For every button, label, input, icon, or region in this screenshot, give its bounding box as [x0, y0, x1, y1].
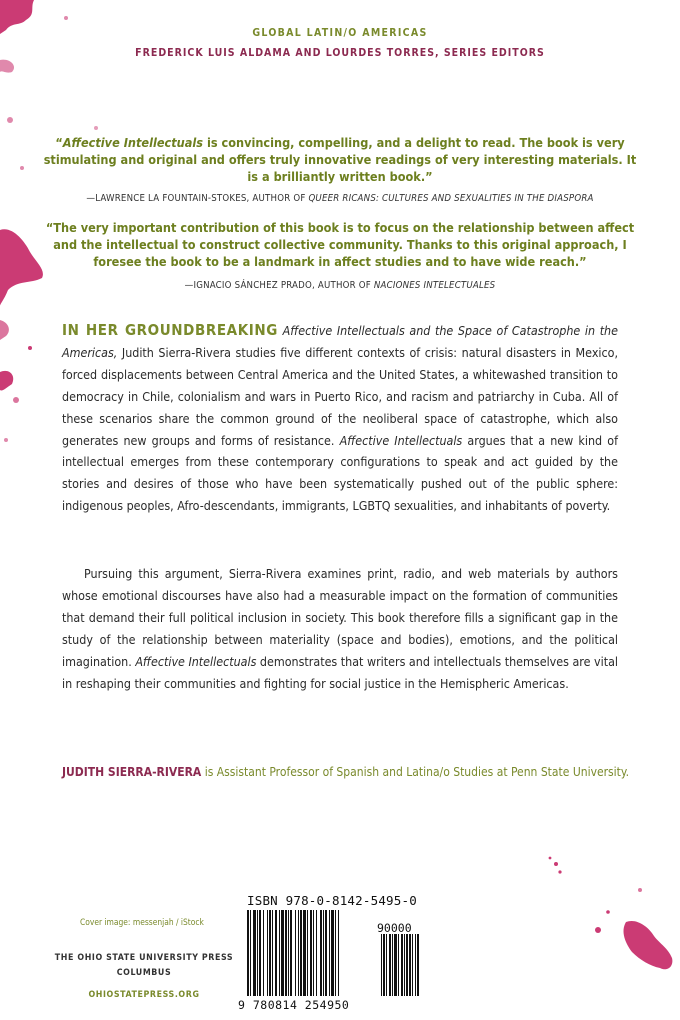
barcode-addon-bar	[392, 934, 393, 996]
barcode-bar	[335, 910, 336, 996]
praise-attribution-2	[30, 280, 650, 291]
attribution-2-work: NACIONES INTELECTUALES	[373, 280, 496, 291]
barcode-bar	[263, 910, 264, 996]
barcode-bar	[320, 910, 322, 996]
barcode-bar	[303, 910, 306, 996]
praise-attribution-1	[30, 193, 650, 204]
barcode-bar	[329, 910, 330, 996]
barcode-bar	[338, 910, 339, 996]
barcode-addon-bar	[401, 934, 403, 996]
attribution-1-prefix: —LAWRENCE LA FOUNTAIN-STOKES, AUTHOR OF	[86, 193, 309, 204]
isbn-barcode	[237, 893, 421, 1017]
attribution-1-work: QUEER RICANS: CULTURES AND SEXUALITIES IN THE DIASPORA	[308, 193, 594, 204]
barcode-addon-bar	[389, 934, 391, 996]
p2-text-b: demonstrates that writers and intellectuals themselves are vital in reshaping their communities and fighting for social justice in the Hemispheric Americas.	[62, 653, 619, 691]
barcode-bar	[310, 910, 312, 996]
barcode-bar	[281, 910, 284, 996]
barcode-bar	[275, 910, 277, 996]
barcode-bar	[288, 910, 289, 996]
author-bio-text: is Assistant Professor of Spanish and Latina/o Studies at Penn State University.	[201, 765, 629, 779]
barcode-bar	[272, 910, 273, 996]
author-name: JUDITH SIERRA-RIVERA	[62, 765, 202, 779]
barcode-bar	[325, 910, 327, 996]
attribution-2-prefix: —IGNACIO SÁNCHEZ PRADO, AUTHOR OF	[184, 280, 374, 291]
barcode-addon-bar	[406, 934, 408, 996]
description-paragraph-1	[62, 320, 618, 517]
barcode-addon-bar	[383, 934, 385, 996]
p2-text-a: Pursuing this argument, Sierra-Rivera examines print, radio, and web materials by authors whose emotional discourses have also had a measurable impact on the formation of communities that demand their full political inclusion in society. This book therefore fills a significant gap in the study of the relationship between materiality (space and bodies), emotions, and the political imagination.	[62, 566, 618, 669]
p2-title: Affective Intellectuals	[135, 653, 257, 669]
praise-quote-1-text: is convincing, compelling, and a delight to read. The book is very stimulating and original and offers truly innovative readings of very interesting materials. It is a brilliantly written book.”	[43, 135, 637, 184]
barcode-bar	[267, 910, 268, 996]
p1-text-b: argues that a new kind of intellectual emerges from these contemporary configurations to speak and act guided by the stories and desires of those who have been systematically pushed out of the public sphere: indigenous peoples, Afro-descendants, immigrants, LGBTQ sexualities, and inhabitants of poverty.	[62, 432, 618, 514]
addon-digits: 90000	[377, 921, 412, 935]
book-title: Affective Intellectuals and the Space of Catastrophe in the Americas,	[62, 323, 618, 360]
ean-digits: 9 780814 254950	[238, 998, 350, 1012]
barcode-addon-bar	[415, 934, 416, 996]
praise-quote-2: “The very important contribution of this book is to focus on the relationship between affect and the intellectual to construct collective community. Thanks to this original approach, I foresee the book to be a landmark in affect studies and to have wide reach.”	[45, 220, 635, 269]
p1-title-2: Affective Intellectuals	[339, 432, 463, 448]
barcode-addon-bar	[398, 934, 399, 996]
barcode-bar	[259, 910, 261, 996]
series-editors: FREDERICK LUIS ALDAMA AND LOURDES TORRES, SERIES EDITORS	[135, 47, 545, 59]
p1-text-a: Judith Sierra-Rivera studies five different contexts of crisis: natural disasters in Mexico, forced displacements between Central America and the United States, a whitewashed transition to democracy in Chile, colonialism and wars in Puerto Rico, and racism and patriarchy in Cuba. All of these scenarios share the common ground of the neoliberal space of catastrophe, which also generates new groups and forms of resistance.	[62, 344, 618, 448]
barcode-addon-bar	[394, 934, 397, 996]
publisher-name: THE OHIO STATE UNIVERSITY PRESS	[54, 953, 234, 963]
isbn-label: ISBN 978-0-8142-5495-0	[247, 893, 417, 908]
barcode-bar	[257, 910, 258, 996]
praise-quote-1-title: Affective Intellectuals	[62, 135, 203, 150]
barcode-bar	[279, 910, 280, 996]
publisher-url: OHIOSTATEPRESS.ORG	[88, 990, 200, 1000]
barcode-bar	[331, 910, 334, 996]
barcode-addon-bar	[409, 934, 411, 996]
barcode-bar	[323, 910, 324, 996]
author-bio	[62, 765, 662, 779]
praise-quote-1: “Affective Intellectuals is convincing, compelling, and a delight to read. The book is very stimulating and original and offers truly innovative readings of very interesting materials. It is a brilliantly written book.”	[43, 135, 637, 184]
series-name: GLOBAL LATIN/O AMERICAS	[252, 27, 428, 39]
barcode-bar	[253, 910, 256, 996]
publisher-city: COLUMBUS	[116, 968, 172, 978]
barcode-addon-bar	[386, 934, 387, 996]
barcode-bar	[300, 910, 302, 996]
barcode-addon-bar	[404, 934, 405, 996]
barcode-bar	[250, 910, 251, 996]
barcode-bar	[290, 910, 292, 996]
barcode-bar	[298, 910, 299, 996]
barcode-addon-bar	[417, 934, 419, 996]
barcode-bar	[247, 910, 249, 996]
barcode-addon-bar	[412, 934, 413, 996]
barcode-bar	[285, 910, 287, 996]
description-paragraph-2	[62, 563, 618, 694]
cover-credit: Cover image: messenjah / iStock	[80, 917, 204, 927]
barcode-addon-bar	[381, 934, 382, 996]
barcode-bar	[307, 910, 308, 996]
description-lead: IN HER GROUNDBREAKING	[62, 321, 278, 339]
barcode-bar	[316, 910, 317, 996]
barcode-bar	[295, 910, 296, 996]
barcode-bar	[269, 910, 271, 996]
barcode-bar	[313, 910, 314, 996]
